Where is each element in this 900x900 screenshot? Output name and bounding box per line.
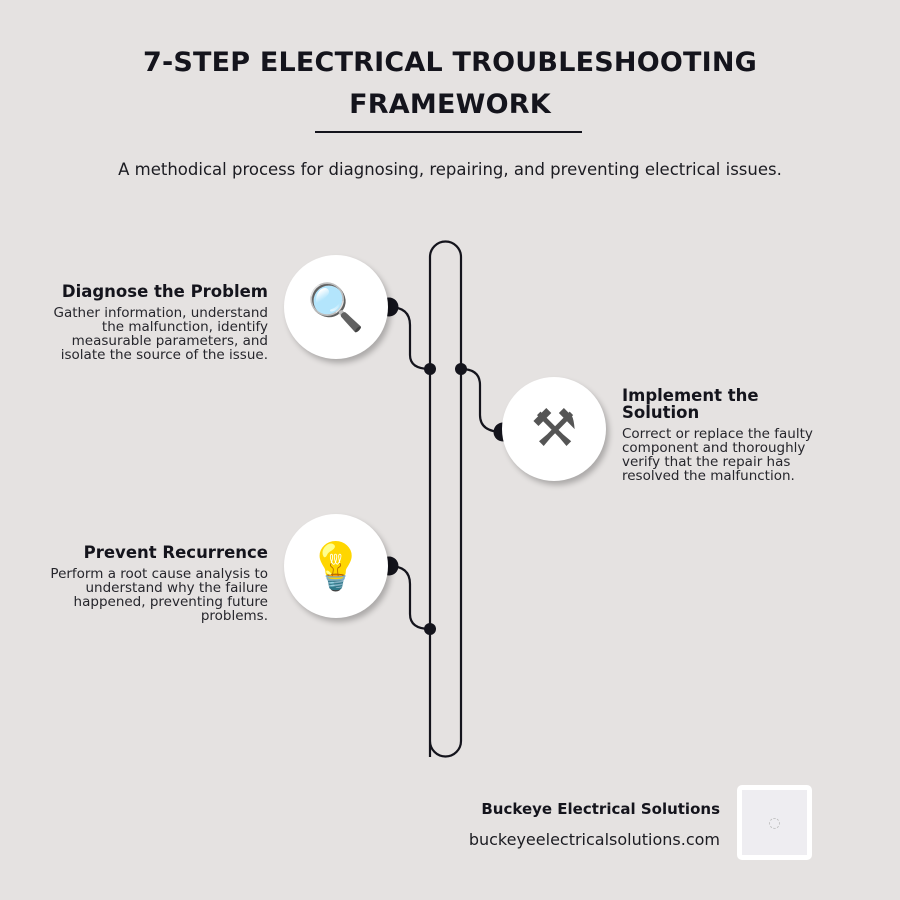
title-line-2: FRAMEWORK [349, 89, 551, 120]
company-website[interactable]: buckeyeelectricalsolutions.com [468, 830, 720, 849]
light-bulb-icon: 💡 [307, 538, 365, 593]
step-1-icon-circle [284, 255, 388, 359]
magnifying-glass-icon: 🔍 [307, 279, 365, 334]
step-1-title: Diagnose the Problem [61, 282, 268, 301]
logo-icon: ◌ [768, 814, 781, 831]
step-2-title: Implement the Solution [622, 386, 759, 422]
step-2-icon-circle [502, 377, 606, 481]
step-2-description: Correct or replace the faulty component and thoroughly verify that the repair has resolved the malfunction. [622, 426, 813, 484]
brand-block [469, 800, 720, 849]
title-line-1: 7-STEP ELECTRICAL TROUBLESHOOTING [142, 47, 758, 78]
logo [737, 785, 812, 860]
step-2 [622, 387, 837, 483]
company-name: Buckeye Electrical Solutions [481, 800, 720, 818]
step-1-description: Gather information, understand the malfunction, identify measurable parameters, and isolate the source of the issue. [53, 305, 268, 363]
step-3 [40, 544, 268, 623]
step-3-title: Prevent Recurrence [83, 543, 268, 562]
step-1 [40, 283, 268, 362]
step-3-description: Perform a root cause analysis to understand why the failure happened, preventing future problems. [50, 566, 268, 624]
step-3-icon-circle [284, 514, 388, 618]
hammer-and-wrench-icon: ⚒ [530, 399, 578, 459]
subtitle: A methodical process for diagnosing, repairing, and preventing electrical issues. [118, 160, 782, 179]
